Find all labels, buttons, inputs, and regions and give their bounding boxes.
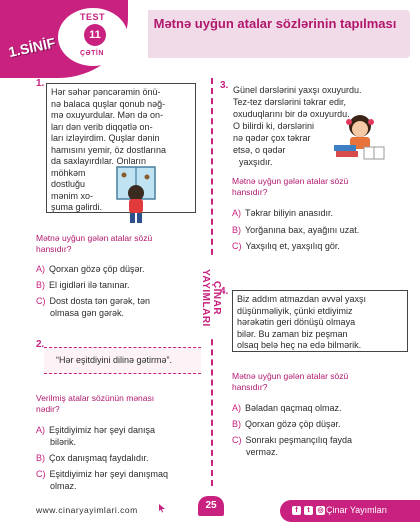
text-line: möhkəm bbox=[51, 167, 86, 178]
answer-option-c[interactable] bbox=[232, 241, 340, 253]
prompt-line: Mətnə uyğun gələn atalar sözü bbox=[36, 233, 153, 243]
answer-option-b[interactable] bbox=[36, 453, 149, 465]
question-prompt bbox=[36, 233, 152, 255]
question-number: 2. bbox=[36, 339, 45, 350]
option-letter: A) bbox=[36, 425, 45, 435]
text-line: Günel dərslərini yaxşı oxuyurdu. bbox=[233, 85, 362, 95]
option-letter: B) bbox=[36, 453, 45, 463]
question-number: 1. bbox=[36, 78, 45, 89]
text-line: yaxşıdır. bbox=[239, 157, 273, 167]
prompt-line: hansıdır? bbox=[232, 187, 268, 197]
answer-option-b[interactable] bbox=[36, 280, 130, 292]
instagram-icon[interactable]: ◎ bbox=[317, 507, 324, 514]
girl-reading-illustration bbox=[330, 112, 388, 162]
prompt-line: Mətnə uyğun gələn atalar sözü bbox=[232, 176, 349, 186]
option-letter: C) bbox=[36, 296, 46, 306]
option-letter: C) bbox=[232, 241, 242, 251]
option-letter: B) bbox=[232, 225, 241, 235]
text-line: oxuduqlarını bir də oxuyurdu. bbox=[233, 109, 350, 119]
text-line: mənim xo- bbox=[51, 190, 94, 201]
question-4-text-box bbox=[232, 290, 408, 352]
option-letter: A) bbox=[36, 264, 45, 274]
grade-label: 1.SİNİF bbox=[6, 34, 57, 61]
answer-option-a[interactable] bbox=[232, 208, 333, 220]
option-text: Eşitdiyimiz hər şeyi danışa bbox=[49, 425, 156, 435]
text-line: Hər səhər pəncərəmin önü- bbox=[51, 87, 161, 97]
answer-option-c[interactable] bbox=[36, 296, 150, 308]
answer-option-a[interactable] bbox=[36, 264, 145, 276]
option-text: Çox danışmaq faydalıdır. bbox=[49, 453, 149, 463]
answer-option-c-continued: olmasa gən gərək. bbox=[50, 308, 125, 318]
text-line: da saxlayırdılar. Onların bbox=[51, 156, 147, 166]
text-line: nə qədər çox təkrar bbox=[233, 133, 311, 143]
option-letter: C) bbox=[36, 469, 46, 479]
option-text: Qorxan gözə çöp düşər. bbox=[245, 419, 341, 429]
question-number: 4. bbox=[220, 286, 229, 297]
answer-option-b[interactable] bbox=[232, 419, 341, 431]
text-line: bilər. Bu zaman biz peşman bbox=[237, 328, 348, 339]
text-line: Tez-tez dərslərini təkrar edir, bbox=[233, 97, 347, 107]
text-line: düşünməliyik, çünki etdiyimiz bbox=[237, 305, 353, 316]
option-letter: C) bbox=[232, 435, 242, 445]
option-letter: A) bbox=[232, 403, 241, 413]
difficulty-label: ÇƏTİN bbox=[80, 50, 104, 57]
boy-window-illustration bbox=[115, 165, 157, 227]
text-line: Biz addım atmazdan əvvəl yaxşı bbox=[237, 294, 367, 304]
question-prompt bbox=[232, 371, 348, 393]
text-line: mə oxuyurdular. Mən də on- bbox=[51, 110, 164, 120]
option-letter: B) bbox=[232, 419, 241, 429]
twitter-icon[interactable]: t bbox=[304, 506, 313, 515]
answer-option-a-continued: bilərik. bbox=[50, 437, 77, 447]
text-line: olsaq belə heç nə edə bilmərik. bbox=[237, 340, 362, 350]
question-prompt bbox=[36, 393, 154, 415]
option-text: Qorxan gözə çöp düşər. bbox=[49, 264, 145, 274]
text-line: dostluğu bbox=[51, 179, 86, 189]
option-text: Yorğanına bax, ayağını uzat. bbox=[245, 225, 360, 235]
option-letter: B) bbox=[36, 280, 45, 290]
test-number: 11 bbox=[84, 24, 106, 46]
option-text: Sonrakı peşmançılıq fayda bbox=[245, 435, 353, 445]
prompt-line: Mətnə uyğun gələn atalar sözü bbox=[232, 371, 349, 381]
option-text: Təkrar biliyin anasıdır. bbox=[245, 208, 334, 218]
page-number: 25 bbox=[198, 496, 224, 516]
answer-option-c-continued: olmaz. bbox=[50, 481, 77, 491]
option-letter: A) bbox=[232, 208, 241, 218]
answer-option-a[interactable] bbox=[36, 425, 155, 437]
text-line: ları dən verib diqqətlə on- bbox=[51, 121, 153, 132]
text-line: şuma gəlirdi. bbox=[51, 202, 103, 212]
page-title: Mətnə uyğun atalar sözlərinin tapılması bbox=[153, 16, 397, 31]
side-brand: ÇİNAR YAYIMLARI bbox=[198, 258, 224, 338]
option-text: Dost dosta tən gərək, tən bbox=[49, 296, 151, 306]
prompt-line: nədir? bbox=[36, 404, 60, 414]
website-link[interactable]: www.cinaryayimlari.com bbox=[36, 505, 138, 515]
prompt-line: hansıdır? bbox=[36, 244, 72, 254]
text-line: nə balaca quşlar qonub nəğ- bbox=[51, 98, 166, 109]
option-text: Bəladan qaçmaq olmaz. bbox=[245, 403, 342, 413]
answer-option-b[interactable] bbox=[232, 225, 359, 237]
option-text: Eşitdiyimiz hər şeyi danışmaq bbox=[49, 469, 169, 479]
answer-option-a[interactable] bbox=[232, 403, 342, 415]
proverb-quote: “Hər eşitdiyini dilinə gətirmə”. bbox=[44, 347, 201, 374]
cursor-icon bbox=[158, 504, 166, 513]
text-line: hərəkətin geri dönüşü olmaya bbox=[237, 317, 356, 327]
text-line: ları izləyirdim. Quşlar dənin bbox=[51, 133, 160, 143]
prompt-line: hansıdır? bbox=[232, 382, 268, 392]
social-icons bbox=[292, 506, 325, 515]
test-label: TEST bbox=[80, 12, 106, 22]
question-number: 3. bbox=[220, 80, 229, 91]
text-line: etsə, o qədər bbox=[233, 145, 286, 155]
answer-option-c-continued: verməz. bbox=[246, 447, 279, 457]
prompt-line: Verilmiş atalar sözünün mənası bbox=[36, 393, 155, 403]
option-text: Yaxşılıq et, yaxşılıq gör. bbox=[245, 241, 340, 251]
answer-option-c[interactable] bbox=[232, 435, 352, 447]
footer-brand: Çinar Yayımları bbox=[326, 505, 388, 515]
answer-option-c[interactable] bbox=[36, 469, 168, 481]
facebook-icon[interactable]: f bbox=[292, 506, 301, 515]
text-line: hamısını yemir, öz dostlarına bbox=[51, 144, 167, 155]
option-text: El igidləri ilə tanınar. bbox=[49, 280, 130, 290]
text-line: O bilirdi ki, dərslərini bbox=[233, 121, 315, 131]
question-prompt bbox=[232, 176, 348, 198]
